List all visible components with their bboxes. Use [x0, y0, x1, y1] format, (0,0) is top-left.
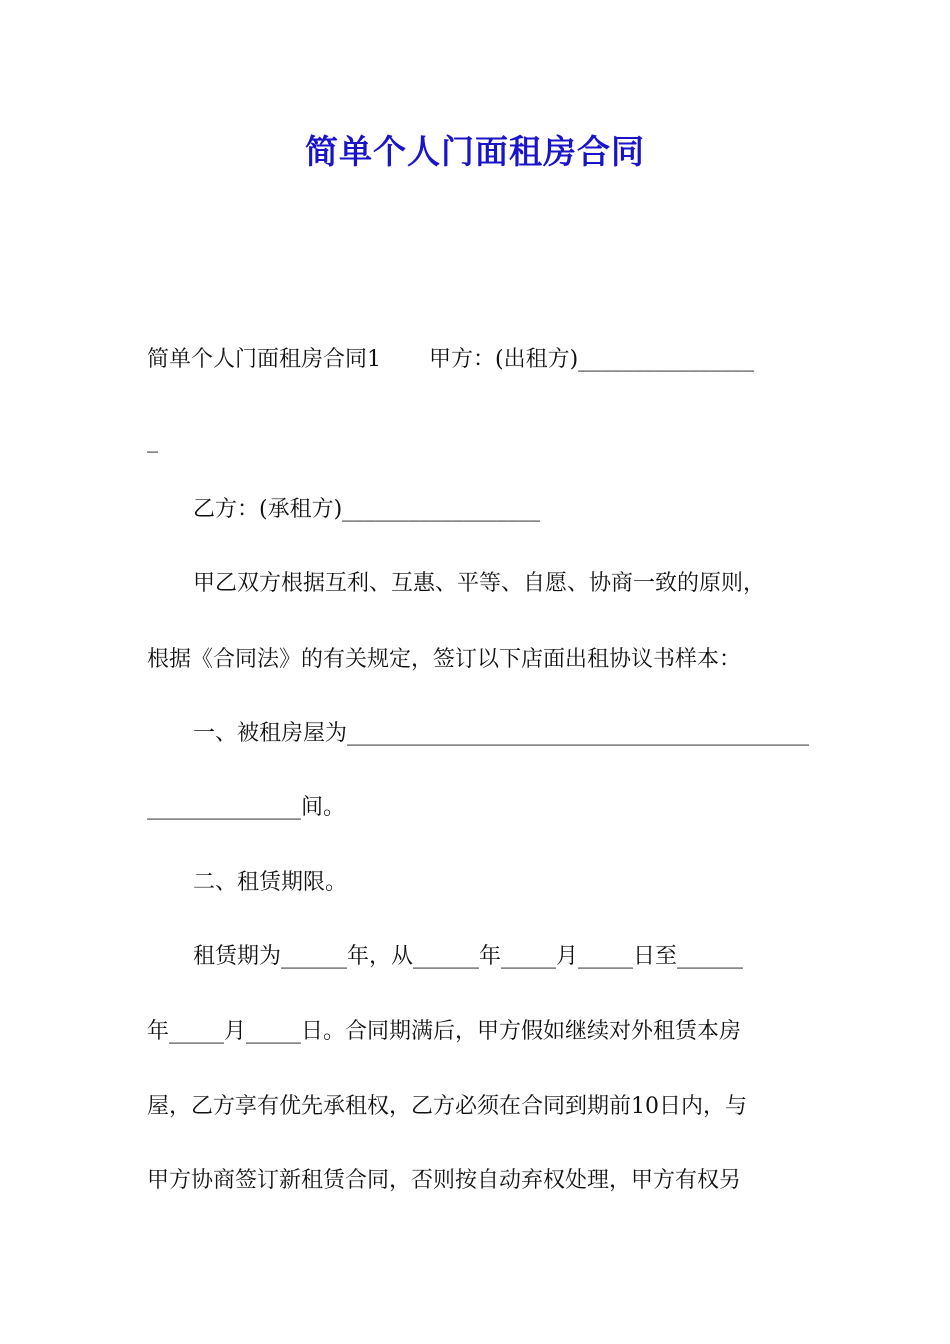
- document-title: 简单个人门面租房合同: [305, 132, 645, 171]
- paragraph-line: 甲方协商签订新租赁合同，否则按自动弃权处理，甲方有权另: [147, 1168, 742, 1193]
- paragraph-line: ______________间。: [147, 795, 346, 820]
- party-a-field: 甲方：(出租方)________________: [429, 347, 755, 372]
- clause-one: 一、被租房屋为__________________________________________: [193, 721, 810, 746]
- paragraph-line: 租赁期为______年，从______年_____月_____日至______: [193, 944, 744, 969]
- paragraph-line: 屋，乙方享有优先承租权，乙方必须在合同到期前10日内，与: [147, 1094, 747, 1119]
- paragraph-line: _: [147, 428, 158, 453]
- paragraph-line: [147, 345, 817, 375]
- party-b-field: 乙方：(承租方)__________________: [193, 497, 541, 522]
- contract-heading: 简单个人门面租房合同1: [147, 347, 381, 372]
- paragraph-line: 根据《合同法》的有关规定，签订以下店面出租协议书样本：: [147, 647, 742, 672]
- paragraph-line: 年_____月_____日。合同期满后，甲方假如继续对外租赁本房: [147, 1019, 742, 1044]
- paragraph-line: 甲乙双方根据互利、互惠、平等、自愿、协商一致的原则，: [193, 571, 766, 596]
- clause-two-heading: 二、租赁期限。: [193, 870, 348, 895]
